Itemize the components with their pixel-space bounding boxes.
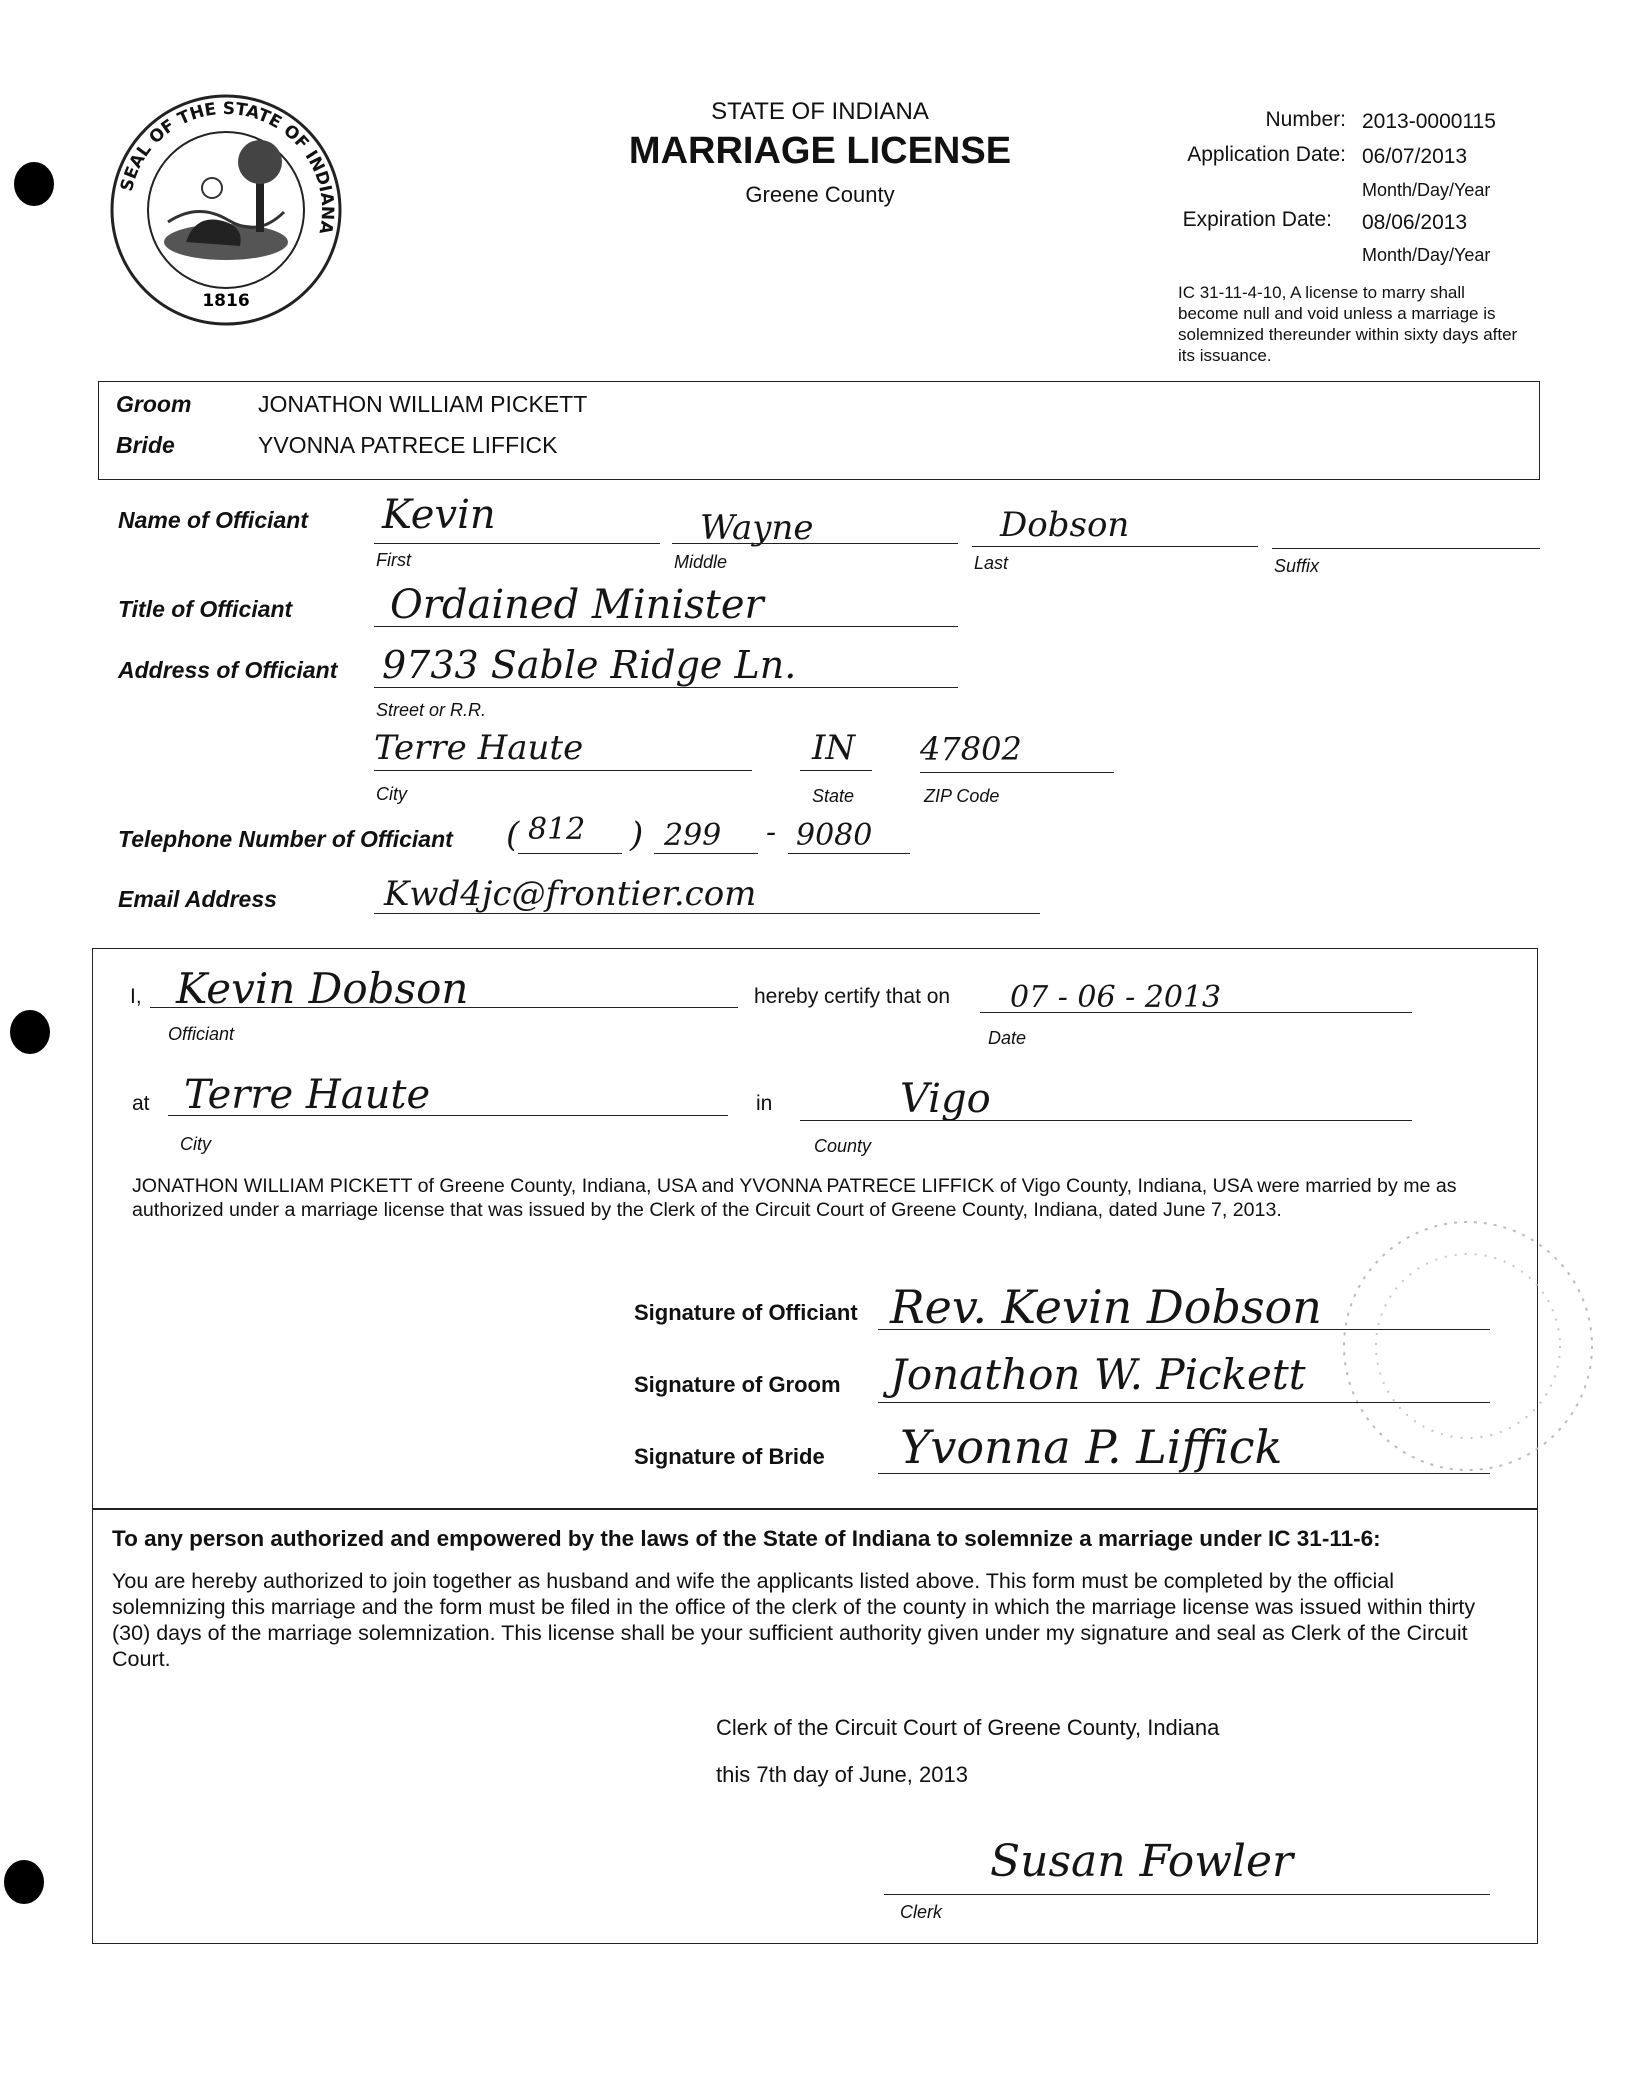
county-heading: Greene County bbox=[745, 182, 895, 207]
bride-name: YVONNA PATRECE LIFFICK bbox=[258, 432, 558, 458]
date-format-hint: Month/Day/Year bbox=[1362, 245, 1491, 265]
punch-hole-middle bbox=[10, 1010, 50, 1054]
number-label: Number: bbox=[1265, 108, 1346, 131]
officiant-state[interactable]: IN bbox=[812, 728, 856, 768]
punch-hole-top bbox=[14, 162, 54, 206]
certify-city-line bbox=[168, 1115, 728, 1116]
certify-name-line bbox=[150, 1007, 738, 1008]
date-caption: Date bbox=[988, 1028, 1027, 1048]
certification-statement: JONATHON WILLIAM PICKETT of Greene County, Indiana, USA and YVONNA PATRECE LIFFICK of Vigo County, Indiana, USA were married by me as authorized under a marriage license that was issued by the Clerk of the Circuit Court of Greene County, Indiana, dated June 7, 2013. bbox=[132, 1175, 1457, 1221]
officiant-first-name[interactable]: Kevin bbox=[382, 492, 496, 538]
officiant-title-label: Title of Officiant bbox=[118, 596, 293, 622]
last-caption: Last bbox=[974, 553, 1009, 573]
county-line bbox=[800, 1120, 1412, 1121]
signature-groom-label: Signature of Groom bbox=[634, 1372, 841, 1397]
clerk-caption: Clerk bbox=[900, 1902, 943, 1922]
certify-officiant-name[interactable]: Kevin Dobson bbox=[176, 964, 469, 1013]
certify-city[interactable]: Terre Haute bbox=[184, 1072, 431, 1118]
state-seal bbox=[108, 92, 344, 328]
expiration-date: 08/06/2013 bbox=[1362, 211, 1468, 234]
officiant-street[interactable]: 9733 Sable Ridge Ln. bbox=[382, 643, 797, 687]
issue-day-text: this 7th day of June, 2013 bbox=[716, 1762, 968, 1787]
signature-groom-line bbox=[878, 1402, 1490, 1403]
document-title: MARRIAGE LICENSE bbox=[628, 130, 1012, 172]
seal-ring-text: SEAL OF THE STATE OF INDIANA bbox=[116, 98, 338, 236]
line-number-line bbox=[788, 853, 910, 854]
application-date-label: Application Date: bbox=[1187, 143, 1346, 166]
officiant-address-label: Address of Officiant bbox=[118, 657, 338, 683]
officiant-email-label: Email Address bbox=[118, 886, 277, 912]
signature-officiant[interactable]: Rev. Kevin Dobson bbox=[890, 1280, 1322, 1334]
date-line bbox=[980, 1012, 1412, 1013]
phone-prefix[interactable]: 299 bbox=[664, 818, 722, 853]
officiant-zip[interactable]: 47802 bbox=[920, 730, 1022, 768]
middle-caption: Middle bbox=[674, 552, 728, 572]
street-caption: Street or R.R. bbox=[376, 700, 487, 720]
prefix-line bbox=[654, 853, 758, 854]
signature-bride[interactable]: Yvonna P. Liffick bbox=[900, 1420, 1283, 1474]
certify-i: I, bbox=[130, 985, 142, 1008]
certify-date[interactable]: 07 - 06 - 2013 bbox=[1010, 980, 1222, 1015]
officiant-title[interactable]: Ordained Minister bbox=[390, 582, 764, 628]
zip-caption: ZIP Code bbox=[924, 786, 1000, 806]
state-heading: STATE OF INDIANA bbox=[711, 98, 929, 125]
signature-officiant-label: Signature of Officiant bbox=[634, 1300, 858, 1325]
expiration-notice: IC 31-11-4-10, A license to marry shall become null and void unless a marriage is solemnized thereunder within sixty days after its issuance. bbox=[1178, 283, 1518, 365]
phone-line-number[interactable]: 9080 bbox=[796, 818, 873, 853]
county-caption: County bbox=[814, 1136, 872, 1156]
application-date: 06/07/2013 bbox=[1362, 145, 1468, 168]
officiant-middle-name[interactable]: Wayne bbox=[700, 508, 814, 548]
city-line bbox=[374, 770, 752, 771]
city-caption: City bbox=[180, 1134, 211, 1154]
embossed-seal bbox=[1318, 1196, 1618, 1496]
clerk-court-text: Clerk of the Circuit Court of Greene County, Indiana bbox=[716, 1715, 1220, 1740]
groom-label: Groom bbox=[116, 391, 192, 417]
expiration-date-label: Expiration Date: bbox=[1182, 208, 1332, 231]
signature-bride-label: Signature of Bride bbox=[634, 1444, 825, 1469]
officiant-email[interactable]: Kwd4jc@frontier.com bbox=[384, 874, 757, 914]
authorization-body: You are hereby authorized to join together as husband and wife the applicants listed above. This form must be completed by the official solemnizing this marriage and the form must be filed in the office of the clerk of the county in which the marriage license was issued within thirty (30) days of the marriage solemnization. This license shall be your sufficient authority given under my signature and seal as Clerk of the Circuit Court. bbox=[112, 1569, 1476, 1671]
authorization-heading: To any person authorized and empowered by the laws of the State of Indiana to solemnize a marriage under IC 31-11-6: bbox=[112, 1526, 1381, 1551]
certify-at: at bbox=[132, 1092, 150, 1115]
signature-bride-line bbox=[878, 1473, 1490, 1474]
clerk-signature: Susan Fowler bbox=[990, 1836, 1294, 1887]
state-line bbox=[800, 770, 872, 771]
signature-officiant-line bbox=[878, 1329, 1490, 1330]
last-name-line bbox=[972, 546, 1258, 547]
phone-area-code[interactable]: 812 bbox=[528, 812, 586, 847]
street-line bbox=[374, 687, 958, 688]
state-caption: State bbox=[812, 786, 855, 806]
certify-in: in bbox=[756, 1092, 773, 1115]
certify-county[interactable]: Vigo bbox=[900, 1076, 991, 1122]
title-line bbox=[374, 626, 958, 627]
officiant-city[interactable]: Terre Haute bbox=[374, 728, 584, 768]
middle-name-line bbox=[672, 543, 958, 544]
seal-year: 1816 bbox=[202, 291, 250, 311]
officiant-phone-label: Telephone Number of Officiant bbox=[118, 826, 453, 852]
bride-label: Bride bbox=[116, 432, 175, 458]
officiant-caption: Officiant bbox=[168, 1024, 235, 1044]
suffix-line bbox=[1272, 548, 1540, 549]
officiant-name-label: Name of Officiant bbox=[118, 507, 308, 533]
suffix-caption: Suffix bbox=[1274, 556, 1320, 576]
groom-name: JONATHON WILLIAM PICKETT bbox=[258, 391, 588, 417]
officiant-last-name[interactable]: Dobson bbox=[1000, 505, 1130, 545]
city-caption: City bbox=[376, 784, 407, 804]
signature-groom[interactable]: Jonathon W. Pickett bbox=[890, 1350, 1306, 1399]
date-format-hint: Month/Day/Year bbox=[1362, 180, 1491, 200]
first-name-line bbox=[374, 543, 660, 544]
clerk-signature-line bbox=[884, 1894, 1490, 1895]
license-number: 2013-0000115 bbox=[1362, 110, 1496, 133]
punch-hole-bottom bbox=[4, 1860, 44, 1904]
email-line bbox=[374, 913, 1040, 914]
hereby-certify-text: hereby certify that on bbox=[754, 985, 951, 1008]
zip-line bbox=[920, 772, 1114, 773]
area-code-line bbox=[518, 853, 622, 854]
first-caption: First bbox=[376, 550, 411, 570]
